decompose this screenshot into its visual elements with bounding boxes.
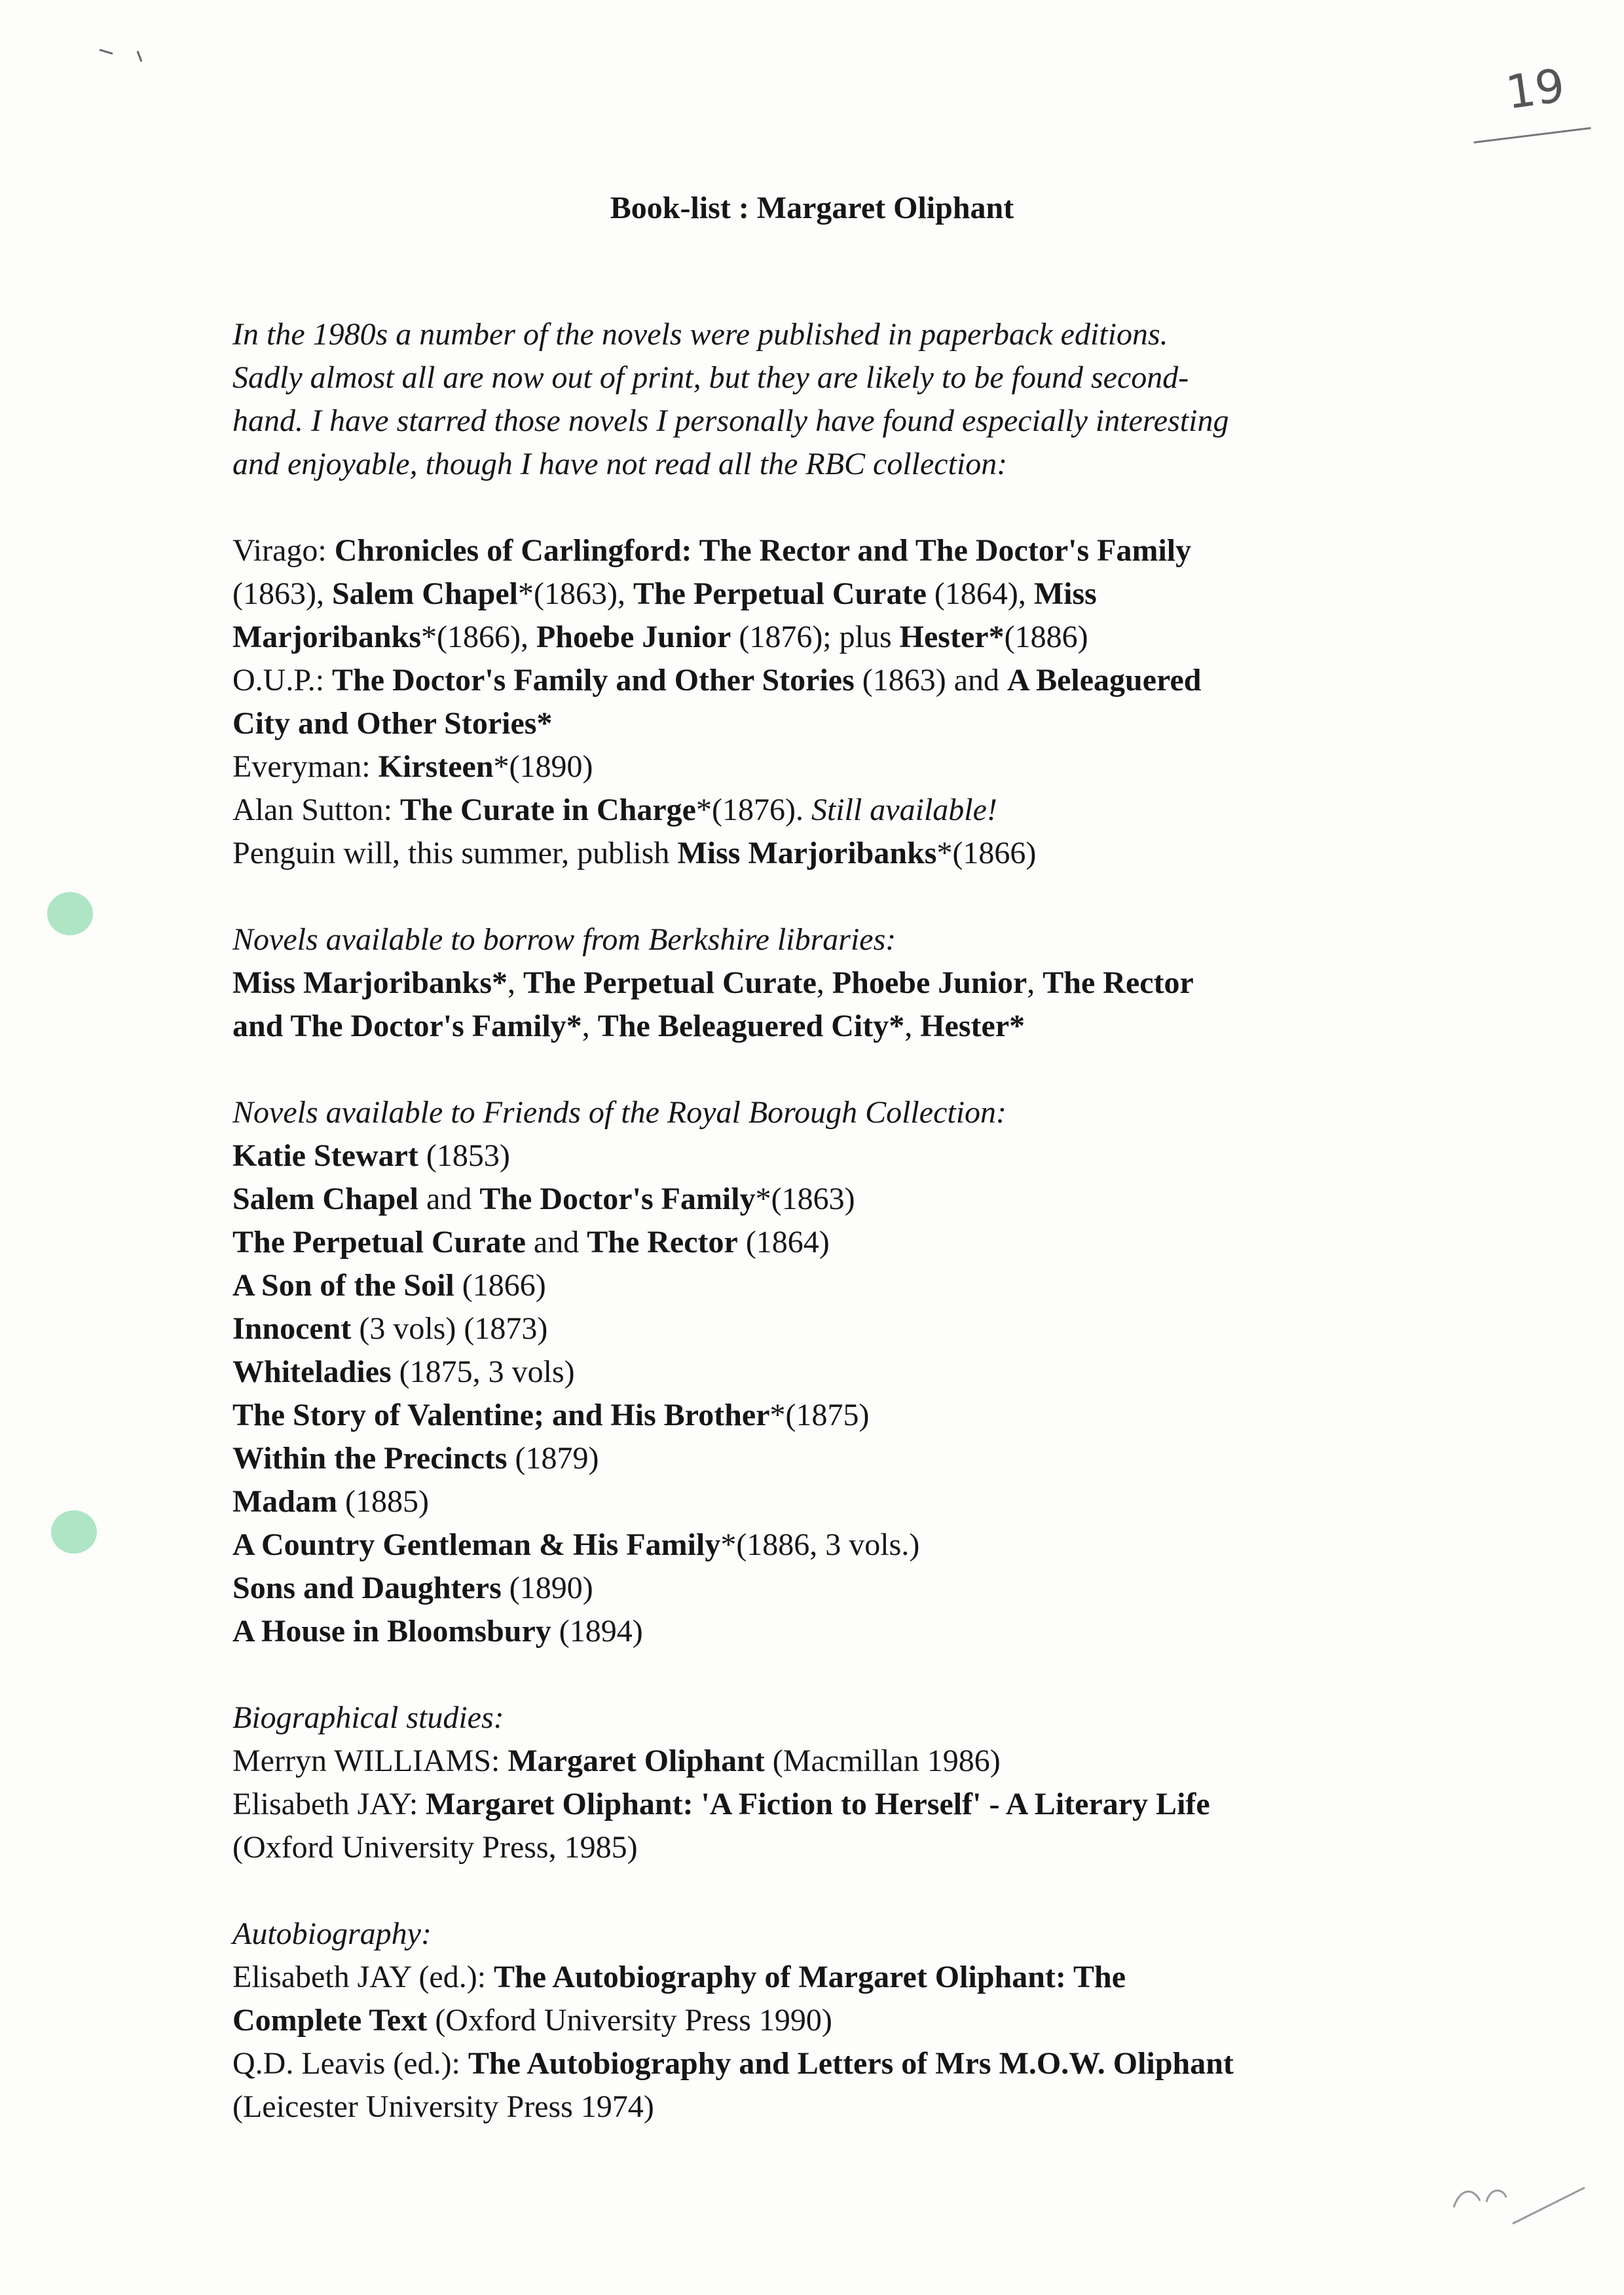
book-title: The Doctor's Family and Other Stories xyxy=(332,663,855,698)
book-title: The Rector xyxy=(1043,965,1194,1000)
book-title: Phoebe Junior xyxy=(832,965,1027,1000)
text-segment: , xyxy=(581,1009,598,1043)
text-segment: , xyxy=(1027,965,1043,1000)
book-title: A Country Gentleman & His Family xyxy=(232,1527,721,1562)
book-title: Kirsteen xyxy=(378,749,494,784)
book-title: Salem Chapel xyxy=(232,1182,419,1216)
text-segment: (1853) xyxy=(418,1138,510,1173)
book-title: Complete Text xyxy=(232,2003,428,2038)
intro-line: Sadly almost all are now out of print, but they are likely to be found second- xyxy=(232,360,1189,395)
intro-line: and enjoyable, though I have not read all the RBC collection: xyxy=(232,447,1008,481)
text-segment: O.U.P.: xyxy=(232,663,333,698)
book-title: Margaret Oliphant xyxy=(507,1744,765,1778)
list-line xyxy=(232,961,1411,1005)
punch-hole-top xyxy=(47,892,93,935)
text-segment: *(1863) xyxy=(755,1182,855,1216)
book-title: The Perpetual Curate xyxy=(232,1225,526,1259)
list-line xyxy=(232,2085,1411,2129)
list-line xyxy=(232,1394,1411,1437)
list-line xyxy=(232,745,1411,789)
text-segment: (Leicester University Press 1974) xyxy=(232,2089,654,2124)
book-title: The Rector xyxy=(587,1225,738,1259)
text-segment: (3 vols) (1873) xyxy=(351,1311,548,1346)
text-segment: and xyxy=(418,1182,480,1216)
paperback-section xyxy=(232,529,1411,875)
list-line xyxy=(232,529,1411,572)
list-line xyxy=(232,702,1411,745)
text-segment: (1890) xyxy=(501,1571,593,1605)
text-segment: (Macmillan 1986) xyxy=(764,1744,1001,1778)
book-title: Miss Marjoribanks xyxy=(677,836,937,870)
intro-line: In the 1980s a number of the novels were published in paperback editions. xyxy=(232,317,1168,352)
intro-line: hand. I have starred those novels I personally have found especially interesting xyxy=(232,403,1229,438)
book-title: The Autobiography of Margaret Oliphant: The xyxy=(494,1960,1126,1994)
book-title: City and Other Stories* xyxy=(232,706,553,741)
text-segment: *(1866), xyxy=(421,620,536,654)
punch-hole-bottom xyxy=(51,1510,97,1554)
text-segment: *(1876). xyxy=(695,793,811,827)
text-segment: *(1890) xyxy=(493,749,593,784)
book-list-content xyxy=(232,313,1411,2129)
text-segment: (Oxford University Press, 1985) xyxy=(232,1830,638,1865)
list-line xyxy=(232,1134,1411,1178)
book-title: The Beleaguered City* xyxy=(597,1009,905,1043)
text-segment: and xyxy=(525,1225,587,1259)
list-line xyxy=(232,1740,1411,1783)
text-segment: (1875, 3 vols) xyxy=(391,1354,575,1389)
text-segment: (1879) xyxy=(507,1441,599,1476)
page-number: 19 xyxy=(1502,58,1568,120)
list-line xyxy=(232,616,1411,659)
book-title: The Curate in Charge xyxy=(400,793,696,827)
book-title: Whiteladies xyxy=(232,1354,392,1389)
list-line xyxy=(232,1523,1411,1567)
text-segment: Virago: xyxy=(232,533,335,568)
text-segment: , xyxy=(507,965,523,1000)
text-segment: (1863), xyxy=(232,576,332,611)
text-segment: Penguin will, this summer, publish xyxy=(232,836,678,870)
book-title: The Perpetual Curate xyxy=(633,576,927,611)
text-segment: (1876); plus xyxy=(731,620,900,654)
book-title: The Autobiography and Letters of Mrs M.O.W. Oliphant xyxy=(468,2046,1234,2081)
list-line xyxy=(232,1264,1411,1307)
book-title: Phoebe Junior xyxy=(536,620,731,654)
list-line xyxy=(232,1178,1411,1221)
page-title: Book-list : Margaret Oliphant xyxy=(610,191,1014,225)
section-heading: Novels available to borrow from Berkshire libraries: xyxy=(232,922,896,957)
text-segment: (1894) xyxy=(551,1614,643,1649)
pencil-mark xyxy=(98,45,151,64)
paperback-lines xyxy=(232,529,1411,875)
list-line xyxy=(232,2042,1411,2085)
list-line xyxy=(232,1999,1411,2042)
text-segment: *(1863), xyxy=(517,576,633,611)
text-segment: *(1886, 3 vols.) xyxy=(720,1527,920,1562)
text-segment: (Oxford University Press 1990) xyxy=(427,2003,832,2038)
book-title: Margaret Oliphant: 'A Fiction to Herself' - A Literary Life xyxy=(426,1787,1210,1821)
text-segment: (1866) xyxy=(454,1268,546,1303)
list-line xyxy=(232,789,1411,832)
list-line xyxy=(232,1956,1411,1999)
text-segment: Elisabeth JAY: xyxy=(232,1787,426,1821)
rbc-section xyxy=(232,1091,1411,1653)
text-segment: Q.D. Leavis (ed.): xyxy=(232,2046,468,2081)
text-segment: *(1866) xyxy=(936,836,1037,870)
list-line xyxy=(232,1610,1411,1653)
book-title: Marjoribanks xyxy=(232,620,421,654)
book-title: Innocent xyxy=(232,1311,352,1346)
text-segment: *(1875) xyxy=(769,1398,870,1432)
pencil-mark xyxy=(1441,2161,1591,2240)
biographical-section xyxy=(232,1696,1411,1869)
biographical-lines xyxy=(232,1740,1411,1869)
section-heading: Autobiography: xyxy=(232,1916,432,1951)
book-title: A House in Bloomsbury xyxy=(232,1614,551,1649)
list-line xyxy=(232,1437,1411,1480)
list-line xyxy=(232,659,1411,702)
list-line xyxy=(232,1480,1411,1523)
book-title: Madam xyxy=(232,1484,337,1519)
book-title: Miss xyxy=(1033,576,1097,611)
book-title: A Beleaguered xyxy=(1007,663,1202,698)
book-title: Salem Chapel xyxy=(331,576,518,611)
text-segment: (1885) xyxy=(337,1484,429,1519)
text-segment: Alan Sutton: xyxy=(232,793,401,827)
section-heading: Novels available to Friends of the Royal Borough Collection: xyxy=(232,1095,1007,1130)
berkshire-lines xyxy=(232,961,1411,1048)
text-segment: (1864) xyxy=(737,1225,830,1259)
page-number-underline xyxy=(1473,127,1591,143)
berkshire-section xyxy=(232,918,1411,1048)
rbc-lines xyxy=(232,1134,1411,1653)
book-title: Katie Stewart xyxy=(232,1138,418,1173)
book-title: and The Doctor's Family* xyxy=(232,1009,582,1043)
book-title: Sons and Daughters xyxy=(232,1571,502,1605)
list-line xyxy=(232,832,1411,875)
text-segment: , xyxy=(904,1009,921,1043)
list-line xyxy=(232,1307,1411,1351)
text-segment: Merryn WILLIAMS: xyxy=(232,1744,508,1778)
text-segment: (1886) xyxy=(1004,620,1088,654)
list-line xyxy=(232,1221,1411,1264)
book-title: Within the Precincts xyxy=(232,1441,507,1476)
text-segment: Everyman: xyxy=(232,749,378,784)
book-title: The Story of Valentine; and His Brother xyxy=(232,1398,770,1432)
book-title: Hester* xyxy=(920,1009,1025,1043)
book-title: The Perpetual Curate xyxy=(523,965,817,1000)
list-line xyxy=(232,1351,1411,1394)
text-segment: (1864), xyxy=(926,576,1034,611)
list-line xyxy=(232,1783,1411,1826)
book-title: The Doctor's Family xyxy=(479,1182,756,1216)
book-title: A Son of the Soil xyxy=(232,1268,454,1303)
book-title: Hester* xyxy=(899,620,1005,654)
text-segment: (1863) and xyxy=(854,663,1008,698)
list-line xyxy=(232,1567,1411,1610)
autobiography-lines xyxy=(232,1956,1411,2129)
book-title: Miss Marjoribanks* xyxy=(232,965,507,1000)
text-segment: Still available! xyxy=(811,793,997,827)
text-segment: , xyxy=(816,965,832,1000)
text-segment: Elisabeth JAY (ed.): xyxy=(232,1960,494,1994)
book-title: Chronicles of Carlingford: The Rector and The Doctor's Family xyxy=(334,533,1192,568)
intro-paragraph xyxy=(232,313,1411,486)
section-heading: Biographical studies: xyxy=(232,1700,504,1735)
autobiography-section xyxy=(232,1912,1411,2129)
list-line xyxy=(232,572,1411,616)
list-line xyxy=(232,1005,1411,1048)
list-line xyxy=(232,1826,1411,1869)
